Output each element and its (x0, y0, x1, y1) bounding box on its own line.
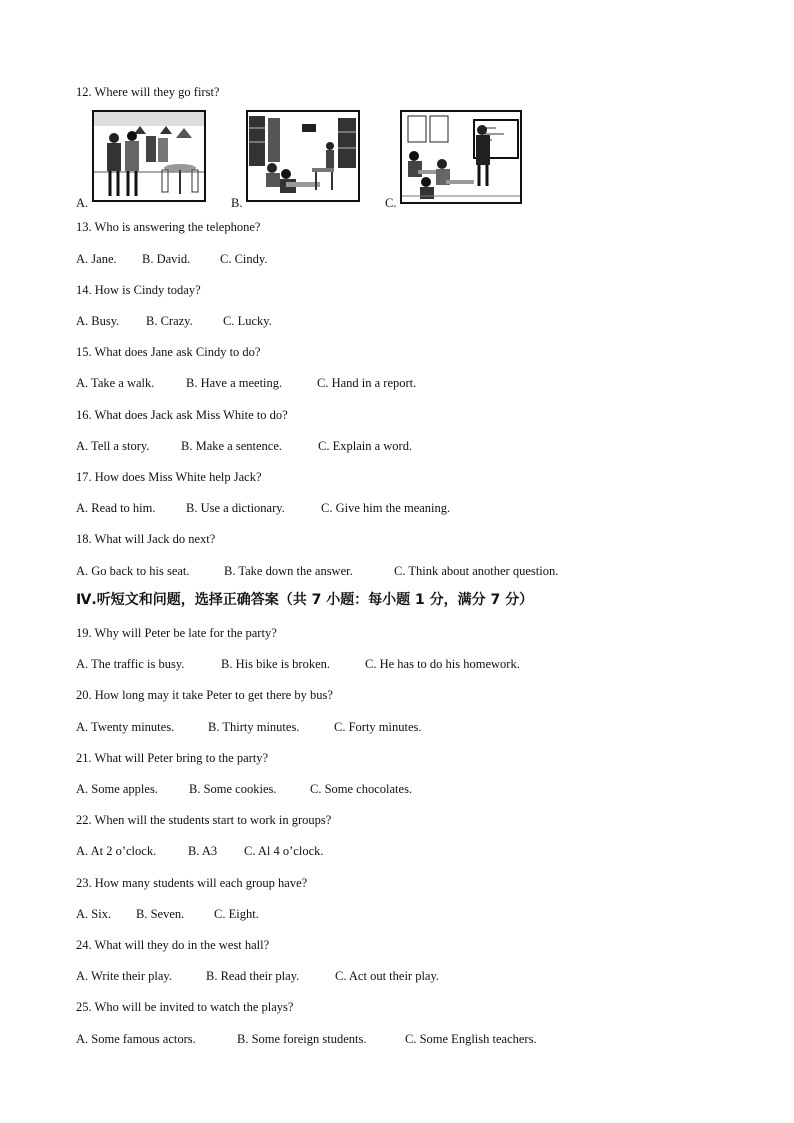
q15-option-a[interactable]: A. Take a walk. (76, 376, 155, 390)
q24-option-a[interactable]: A. Write their play. (76, 969, 172, 983)
q23-option-b[interactable]: B. Seven. (136, 907, 185, 921)
question-17: 17. How does Miss White help Jack? (76, 470, 262, 484)
q21-option-a[interactable]: A. Some apples. (76, 782, 158, 796)
q15-option-b[interactable]: B. Have a meeting. (186, 376, 283, 390)
q22-option-a[interactable]: A. At 2 o’clock. (76, 844, 157, 858)
q25-options (76, 1031, 537, 1047)
q15-options (76, 375, 416, 391)
picture-classroom[interactable] (400, 110, 522, 204)
question-14: 14. How is Cindy today? (76, 283, 201, 297)
q14-option-b[interactable]: B. Crazy. (146, 314, 193, 328)
q18-option-c[interactable]: C. Think about another question. (394, 564, 559, 578)
q20-options (76, 719, 422, 735)
question-12: 12. Where will they go first? (76, 85, 220, 99)
library-illustration (246, 110, 360, 202)
q16-options (76, 438, 412, 454)
q18-options (76, 563, 558, 579)
q19-option-a[interactable]: A. The traffic is busy. (76, 657, 185, 671)
q14-option-a[interactable]: A. Busy. (76, 314, 120, 328)
classroom-illustration (400, 110, 522, 204)
q17-option-b[interactable]: B. Use a dictionary. (186, 501, 285, 515)
q14-option-c[interactable]: C. Lucky. (223, 314, 272, 328)
q25-option-c[interactable]: C. Some English teachers. (405, 1032, 537, 1046)
q18-option-b[interactable]: B. Take down the answer. (224, 564, 353, 578)
q12-picture-options (76, 110, 536, 210)
q14-options (76, 313, 272, 329)
q20-option-b[interactable]: B. Thirty minutes. (208, 720, 300, 734)
q23-options (76, 906, 259, 922)
q13-option-c[interactable]: C. Cindy. (220, 252, 268, 266)
q22-option-c[interactable]: C. Al 4 o’clock. (244, 844, 324, 858)
q24-options (76, 968, 439, 984)
q15-option-c[interactable]: C. Hand in a report. (317, 376, 417, 390)
q25-option-b[interactable]: B. Some foreign students. (237, 1032, 367, 1046)
q24-option-b[interactable]: B. Read their play. (206, 969, 300, 983)
q21-options (76, 781, 412, 797)
question-25: 25. Who will be invited to watch the plays? (76, 1000, 294, 1014)
q23-option-a[interactable]: A. Six. (76, 907, 112, 921)
q18-option-a[interactable]: A. Go back to his seat. (76, 564, 190, 578)
question-20: 20. How long may it take Peter to get there by bus? (76, 688, 333, 702)
q17-options (76, 500, 450, 516)
q16-option-c[interactable]: C. Explain a word. (318, 439, 413, 453)
question-23: 23. How many students will each group have? (76, 876, 308, 890)
q22-options (76, 843, 324, 859)
q21-option-b[interactable]: B. Some cookies. (189, 782, 277, 796)
q19-options (76, 656, 520, 672)
cafe-illustration (92, 110, 206, 202)
q19-option-c[interactable]: C. He has to do his homework. (365, 657, 520, 671)
question-16: 16. What does Jack ask Miss White to do? (76, 408, 288, 422)
question-13: 13. Who is answering the telephone? (76, 220, 261, 234)
q25-option-a[interactable]: A. Some famous actors. (76, 1032, 196, 1046)
q22-option-b[interactable]: B. A3 (188, 844, 218, 858)
question-21: 21. What will Peter bring to the party? (76, 751, 269, 765)
q19-option-b[interactable]: B. His bike is broken. (221, 657, 331, 671)
q17-option-c[interactable]: C. Give him the meaning. (321, 501, 451, 515)
question-19: 19. Why will Peter be late for the party? (76, 626, 277, 640)
question-22: 22. When will the students start to work in groups? (76, 813, 332, 827)
q13-options (76, 251, 267, 267)
q13-option-b[interactable]: B. David. (142, 252, 191, 266)
option-c-label: C. (385, 196, 397, 210)
option-a-label: A. (76, 196, 89, 210)
q16-option-b[interactable]: B. Make a sentence. (181, 439, 283, 453)
picture-library[interactable] (246, 110, 360, 202)
question-24: 24. What will they do in the west hall? (76, 938, 270, 952)
q21-option-c[interactable]: C. Some chocolates. (310, 782, 413, 796)
q20-option-c[interactable]: C. Forty minutes. (334, 720, 422, 734)
q24-option-c[interactable]: C. Act out their play. (335, 969, 440, 983)
section-4-heading: Ⅳ.听短文和问题，选择正确答案（共 7 小题：每小题 1 分，满分 7 分） (76, 592, 534, 608)
question-18: 18. What will Jack do next? (76, 532, 216, 546)
q17-option-a[interactable]: A. Read to him. (76, 501, 156, 515)
q20-option-a[interactable]: A. Twenty minutes. (76, 720, 175, 734)
q16-option-a[interactable]: A. Tell a story. (76, 439, 150, 453)
q23-option-c[interactable]: C. Eight. (214, 907, 259, 921)
picture-cafe[interactable] (92, 110, 206, 202)
option-b-label: B. (231, 196, 243, 210)
q13-option-a[interactable]: A. Jane. (76, 252, 117, 266)
question-15: 15. What does Jane ask Cindy to do? (76, 345, 261, 359)
